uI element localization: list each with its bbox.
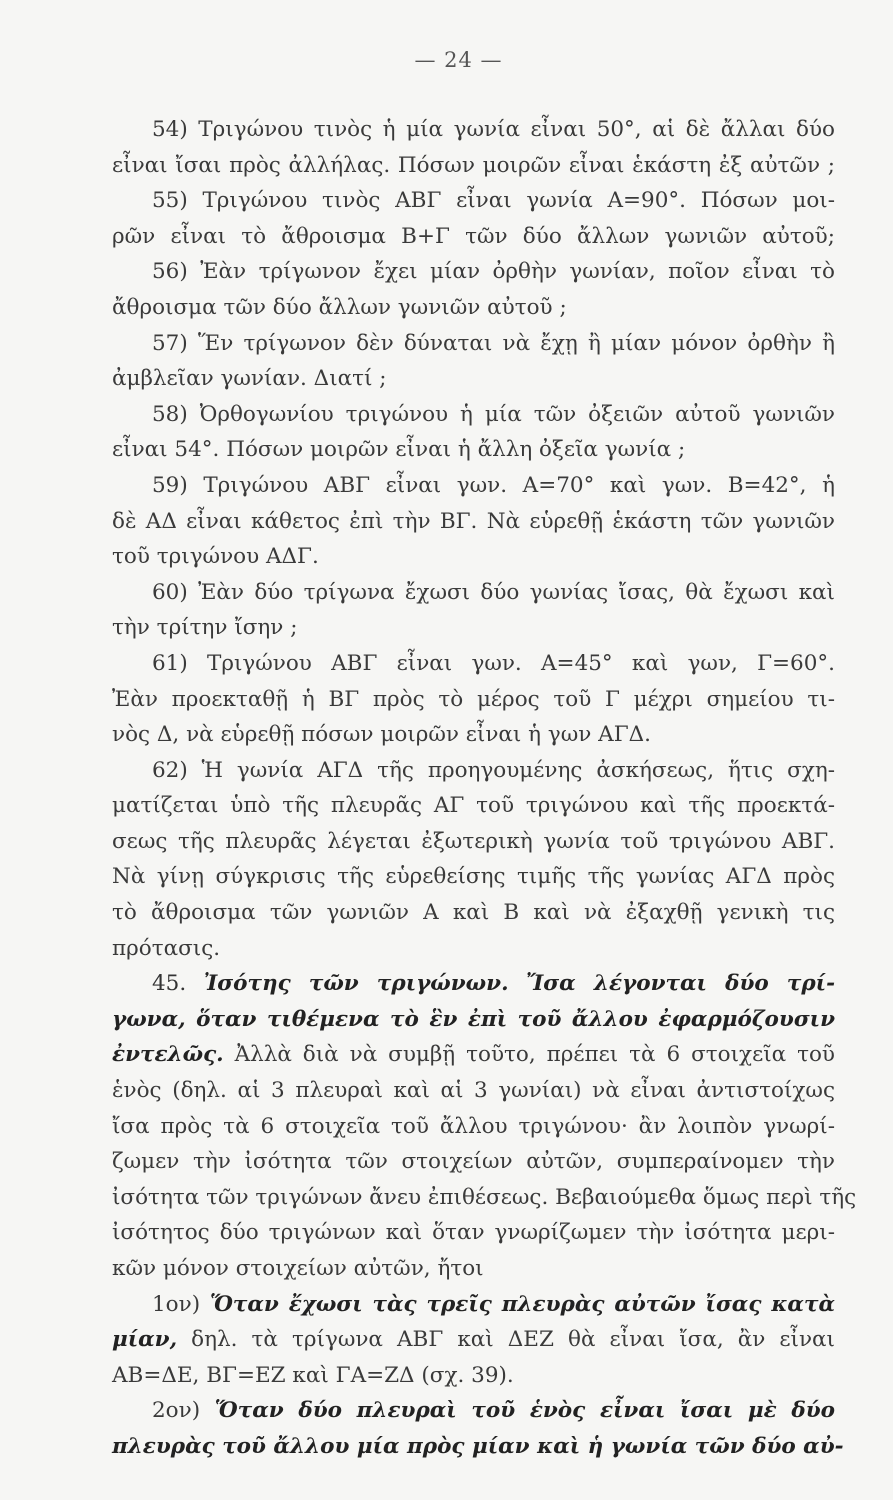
text-line: ΑΒ=ΔΕ, ΒΓ=ΕΖ καὶ ΓΑ=ΖΔ (σχ. 39).	[112, 1362, 514, 1388]
text-line: ἰσότητα τῶν τριγώνων ἄνευ ἐπιθέσεως. Βεβαιούμεθα ὅμως περὶ τῆς	[112, 1184, 857, 1210]
text-line: Νὰ γίνῃ σύγκρισις τῆς εὑρεθείσης τιμῆς τῆς γωνίας ΑΓΔ πρὸς	[112, 864, 835, 890]
section-title: Ἰσότης τῶν τριγώνων.	[203, 971, 509, 997]
text-line: νὸς Δ, νὰ εὑρεθῇ πόσων μοιρῶν εἶναι ἡ γων ΑΓΔ.	[112, 722, 651, 748]
text-line: 55) Τριγώνου τινὸς ΑΒΓ εἶναι γωνία Α=90°. Πόσων μοι-	[152, 188, 835, 214]
case-text: μίαν,	[112, 1327, 178, 1353]
exercise-block	[112, 112, 857, 1465]
text-line: τὴν τρίτην ἴσην ;	[112, 615, 298, 641]
case-2-line	[112, 1393, 835, 1429]
case-text: πλευρὰς τοῦ ἄλλου μία πρὸς μίαν καὶ ἡ γωνία τῶν δύο αὐ-	[112, 1433, 844, 1459]
case-number: 2ον)	[152, 1398, 201, 1424]
text-line: ἑνὸς (δηλ. αἱ 3 πλευραὶ καὶ αἱ 3 γωνίαι) νὰ εἶναι ἀντιστοίχως	[112, 1078, 835, 1104]
case-number: 1ον)	[152, 1291, 201, 1317]
text-line	[112, 1002, 835, 1038]
text-line: δὲ ΑΔ εἶναι κάθετος ἐπὶ τὴν ΒΓ. Νὰ εὑρεθῇ ἑκάστη τῶν γωνιῶν	[112, 508, 835, 534]
definition-text: ἐντελῶς.	[112, 1042, 224, 1068]
text-line	[112, 1429, 844, 1465]
text-line: κῶν μόνον στοιχείων αὐτῶν, ἤτοι	[112, 1256, 484, 1281]
text-line: ἀμβλεῖαν γωνίαν. Διατί ;	[112, 366, 387, 392]
text-line: ρῶν εἶναι τὸ ἄθροισμα Β+Γ τῶν δύο ἄλλων γωνιῶν αὐτοῦ;	[112, 223, 835, 249]
text-line: 60) Ἐὰν δύο τρίγωνα ἔχωσι δύο γωνίας ἴσας, θὰ ἔχωσι καὶ	[152, 579, 835, 605]
text-line: 54) Τριγώνου τινὸς ἡ μία γωνία εἶναι 50°, αἱ δὲ ἄλλαι δύο	[152, 117, 835, 142]
text-line: εἶναι 54°. Πόσων μοιρῶν εἶναι ἡ ἄλλη ὀξεῖα γωνία ;	[112, 437, 686, 463]
text-line: 56) Ἐὰν τρίγωνον ἔχει μίαν ὀρθὴν γωνίαν, ποῖον εἶναι τὸ	[152, 259, 835, 285]
section-heading-line	[112, 966, 835, 1002]
text-line	[112, 1037, 835, 1073]
text-line: ματίζεται ὑπὸ τῆς πλευρᾶς ΑΓ τοῦ τριγώνου καὶ τῆς προεκτά-	[112, 793, 835, 819]
text-line: 59) Τριγώνου ΑΒΓ εἶναι γων. Α=70° καὶ γων. Β=42°, ἡ	[152, 472, 835, 498]
text-line: ζωμεν τὴν ἰσότητα τῶν στοιχείων αὐτῶν, συμπεραίνομεν τὴν	[112, 1149, 835, 1175]
text-line: σεως τῆς πλευρᾶς λέγεται ἐξωτερικὴ γωνία τοῦ τριγώνου ΑΒΓ.	[112, 828, 835, 854]
definition-text: Ἴσα λέγονται δύο τρί-	[526, 971, 836, 997]
text-line	[112, 1322, 835, 1358]
body-text: δηλ. τὰ τρίγωνα ΑΒΓ καὶ ΔΕΖ θὰ εἶναι ἴσα, ἂν εἶναι	[177, 1327, 835, 1353]
case-1-line	[112, 1287, 835, 1323]
text-line: 57) Ἕν τρίγωνον δὲν δύναται νὰ ἔχῃ ἢ μίαν μόνον ὀρθὴν ἢ	[152, 330, 835, 356]
page-number: — 24 —	[414, 48, 503, 72]
text-line: 62) Ἡ γωνία ΑΓΔ τῆς προηγουμένης ἀσκήσεως, ἥτις σχη-	[152, 757, 835, 783]
text-line: τὸ ἄθροισμα τῶν γωνιῶν Α καὶ Β καὶ νὰ ἐξαχθῇ γενικὴ τις	[112, 900, 835, 926]
text-line: 58) Ὀρθογωνίου τριγώνου ἡ μία τῶν ὀξειῶν αὐτοῦ γωνιῶν	[152, 401, 835, 427]
section-number: 45.	[152, 971, 187, 997]
text-line: Ἐὰν προεκταθῇ ἡ ΒΓ πρὸς τὸ μέρος τοῦ Γ μέχρι σημείου τι-	[112, 686, 835, 712]
text-line: ἴσα πρὸς τὰ 6 στοιχεῖα τοῦ ἄλλου τριγώνου· ἂν λοιπὸν γνωρί-	[112, 1113, 835, 1139]
text-line: ἄθροισμα τῶν δύο ἄλλων γωνιῶν αὐτοῦ ;	[112, 294, 567, 320]
text-line: ἰσότητος δύο τριγώνων καὶ ὅταν γνωρίζωμεν τὴν ἰσότητα μερι-	[112, 1220, 835, 1246]
text-line: 61) Τριγώνου ΑΒΓ εἶναι γων. Α=45° καὶ γων, Γ=60°.	[152, 650, 835, 676]
case-text: Ὅταν δύο πλευραὶ τοῦ ἑνὸς εἶναι ἴσαι μὲ δύο	[200, 1398, 835, 1424]
case-text: Ὅταν ἔχωσι τὰς τρεῖς πλευρὰς αὐτῶν ἴσας κατὰ	[200, 1291, 835, 1317]
body-text: Ἀλλὰ διὰ νὰ συμβῇ τοῦτο, πρέπει τὰ 6 στοιχεῖα τοῦ	[223, 1042, 835, 1068]
text-line: πρότασις.	[112, 935, 221, 961]
definition-text: γωνα, ὅταν τιθέμενα τὸ ἓν ἐπὶ τοῦ ἄλλου ἐφαρμόζουσιν	[112, 1006, 835, 1032]
text-line: τοῦ τριγώνου ΑΔΓ.	[112, 544, 319, 570]
text-line: εἶναι ἴσαι πρὸς ἀλλήλας. Πόσων μοιρῶν εἶναι ἑκάστη ἐξ αὐτῶν ;	[112, 152, 835, 178]
